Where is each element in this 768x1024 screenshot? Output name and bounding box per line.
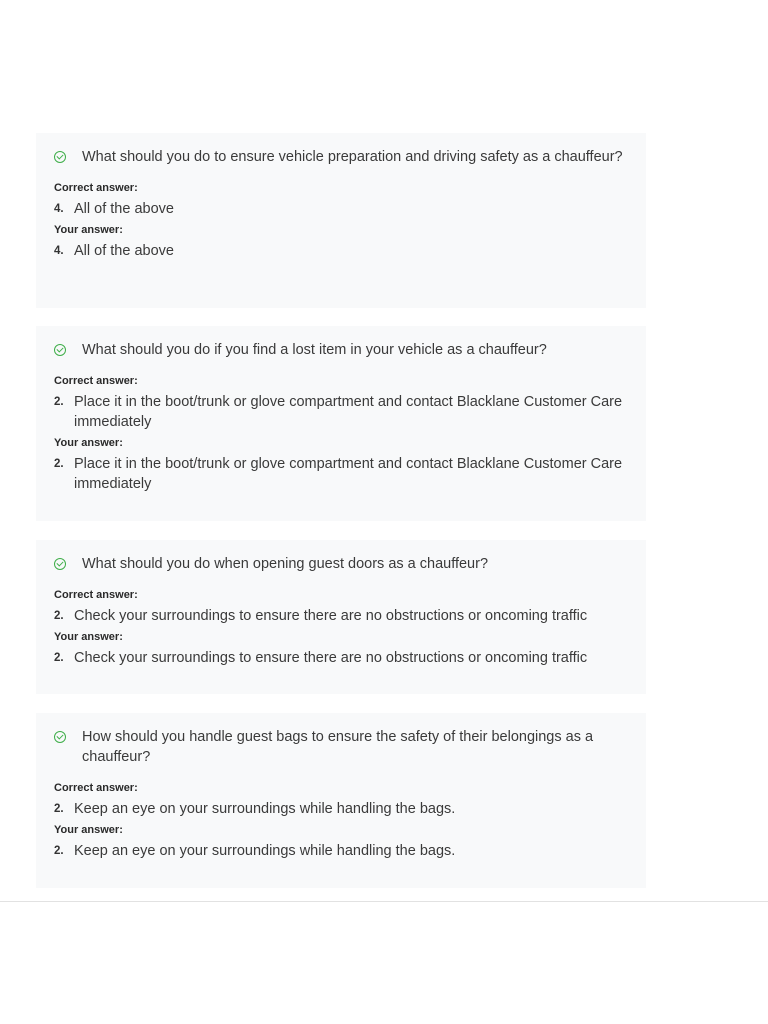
answer-number: 2. xyxy=(54,458,64,470)
your-answer xyxy=(54,241,628,261)
your-answer-label: Your answer: xyxy=(54,824,123,836)
your-answer-label: Your answer: xyxy=(54,631,123,643)
your-answer xyxy=(54,454,628,494)
question-text: What should you do to ensure vehicle preparation and driving safety as a chauffeur? xyxy=(82,149,623,165)
correct-answer-label: Correct answer: xyxy=(54,589,138,601)
answer-text: Place it in the boot/trunk or glove compartment and contact Blacklane Customer Care immediately xyxy=(74,456,623,492)
answer-number: 4. xyxy=(54,203,64,215)
answer-number: 2. xyxy=(54,845,64,857)
answer-text: All of the above xyxy=(74,201,174,217)
question-text-wrap xyxy=(54,340,628,360)
question-card xyxy=(36,133,646,308)
check-circle-icon xyxy=(54,558,66,570)
answer-text: Keep an eye on your surroundings while handling the bags. xyxy=(74,801,456,817)
page-divider xyxy=(0,901,768,902)
correct-answer xyxy=(54,799,628,819)
correct-answer xyxy=(54,392,628,432)
question-text-wrap xyxy=(54,147,628,167)
answer-text: Check your surroundings to ensure there are no obstructions or oncoming traffic xyxy=(74,650,588,666)
correct-answer xyxy=(54,606,628,626)
question-text: What should you do when opening guest doors as a chauffeur? xyxy=(82,556,489,572)
answer-text: Keep an eye on your surroundings while handling the bags. xyxy=(74,843,456,859)
correct-answer-label: Correct answer: xyxy=(54,782,138,794)
question-card xyxy=(36,713,646,888)
answer-text: Place it in the boot/trunk or glove compartment and contact Blacklane Customer Care immediately xyxy=(74,394,623,430)
question-card xyxy=(36,326,646,521)
your-answer xyxy=(54,648,628,668)
correct-answer xyxy=(54,199,628,219)
your-answer-label: Your answer: xyxy=(54,437,123,449)
your-answer-label: Your answer: xyxy=(54,224,123,236)
question-text: How should you handle guest bags to ensure the safety of their belongings as a chauffeur? xyxy=(82,729,594,765)
answer-number: 2. xyxy=(54,803,64,815)
check-circle-icon xyxy=(54,151,66,163)
your-answer xyxy=(54,841,628,861)
check-circle-icon xyxy=(54,344,66,356)
question-card xyxy=(36,540,646,694)
question-text-wrap xyxy=(54,727,628,767)
correct-answer-label: Correct answer: xyxy=(54,182,138,194)
answer-number: 2. xyxy=(54,652,64,664)
question-text: What should you do if you find a lost item in your vehicle as a chauffeur? xyxy=(82,342,547,358)
answer-number: 2. xyxy=(54,610,64,622)
answer-text: Check your surroundings to ensure there are no obstructions or oncoming traffic xyxy=(74,608,588,624)
correct-answer-label: Correct answer: xyxy=(54,375,138,387)
check-circle-icon xyxy=(54,731,66,743)
answer-text: All of the above xyxy=(74,243,174,259)
question-text-wrap xyxy=(54,554,628,574)
answer-number: 2. xyxy=(54,396,64,408)
answer-number: 4. xyxy=(54,245,64,257)
